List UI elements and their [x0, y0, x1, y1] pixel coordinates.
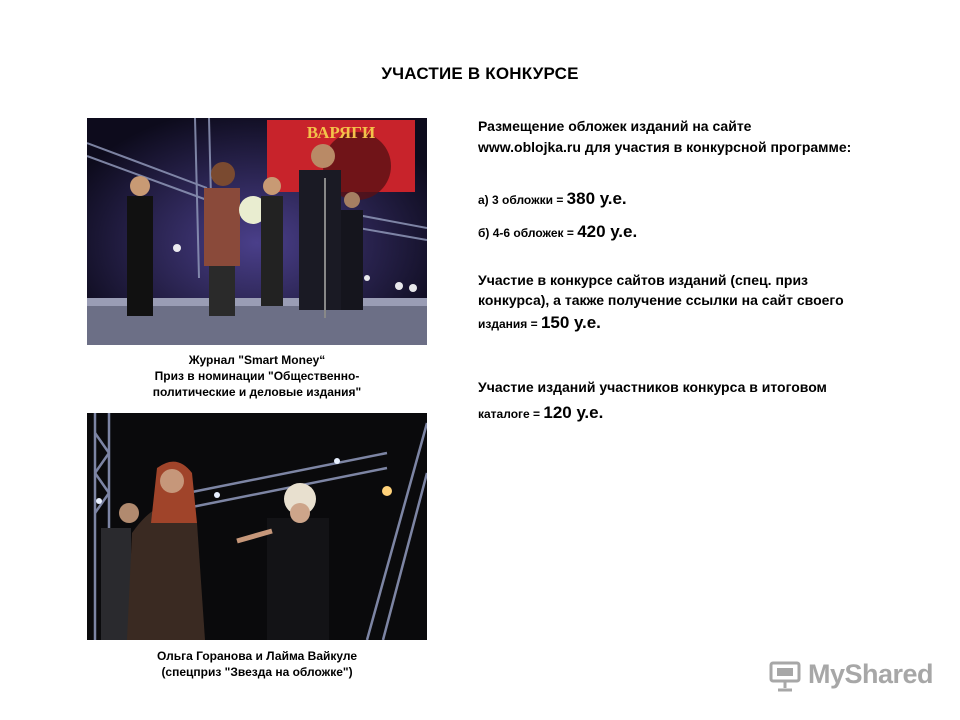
catalog-line-2-label: каталоге = [478, 407, 544, 421]
catalog-line-1: Участие изданий участников конкурса в итоговом [478, 379, 827, 395]
intro-line-1: Размещение обложек изданий на сайте [478, 118, 752, 134]
price-b-amount: 420 у.е. [577, 222, 638, 241]
sites-line-1: Участие в конкурсе сайтов изданий (спец. приз [478, 272, 809, 288]
award-ceremony-photo-1 [87, 118, 427, 345]
photo-1-caption-line-1: Журнал "Smart Money“ [188, 353, 326, 367]
price-option-b [478, 221, 918, 244]
photo-1-caption-line-2: Приз в номинации "Общественно- [154, 369, 360, 383]
photo-2-caption-line-1: Ольга Горанова и Лайма Вайкуле [156, 649, 358, 663]
photo-1-caption [87, 352, 427, 400]
sites-line-2: конкурса), а также получение ссылки на сайт своего [478, 292, 844, 308]
price-b-label: б) 4-6 обложек = [478, 226, 578, 240]
sites-contest-text [478, 270, 918, 334]
catalog-text [478, 374, 918, 427]
price-a-amount: 380 у.е. [566, 189, 627, 208]
intro-text [478, 116, 918, 158]
banner-text: ВАРЯГИ [306, 123, 376, 142]
myshared-watermark[interactable] [768, 655, 934, 695]
photo-2-caption-line-2: (спецприз "Звезда на обложке") [161, 665, 353, 679]
sites-amount: 150 у.е. [540, 313, 601, 332]
slide-title: УЧАСТИЕ В КОНКУРСЕ [381, 64, 579, 83]
presentation-board-icon [768, 659, 802, 693]
price-a-label: а) 3 обложки = [478, 193, 567, 207]
photo-1-caption-line-3: политические и деловые издания" [152, 385, 362, 399]
award-ceremony-photo-2 [87, 413, 427, 640]
photo-2-caption [87, 648, 427, 680]
catalog-amount: 120 у.е. [543, 403, 604, 422]
watermark-text: MyShared [808, 659, 934, 689]
intro-line-2: www.oblojka.ru для участия в конкурсной программе: [478, 139, 852, 155]
sites-line-3-label: издания = [478, 317, 541, 331]
price-option-a [478, 188, 918, 211]
